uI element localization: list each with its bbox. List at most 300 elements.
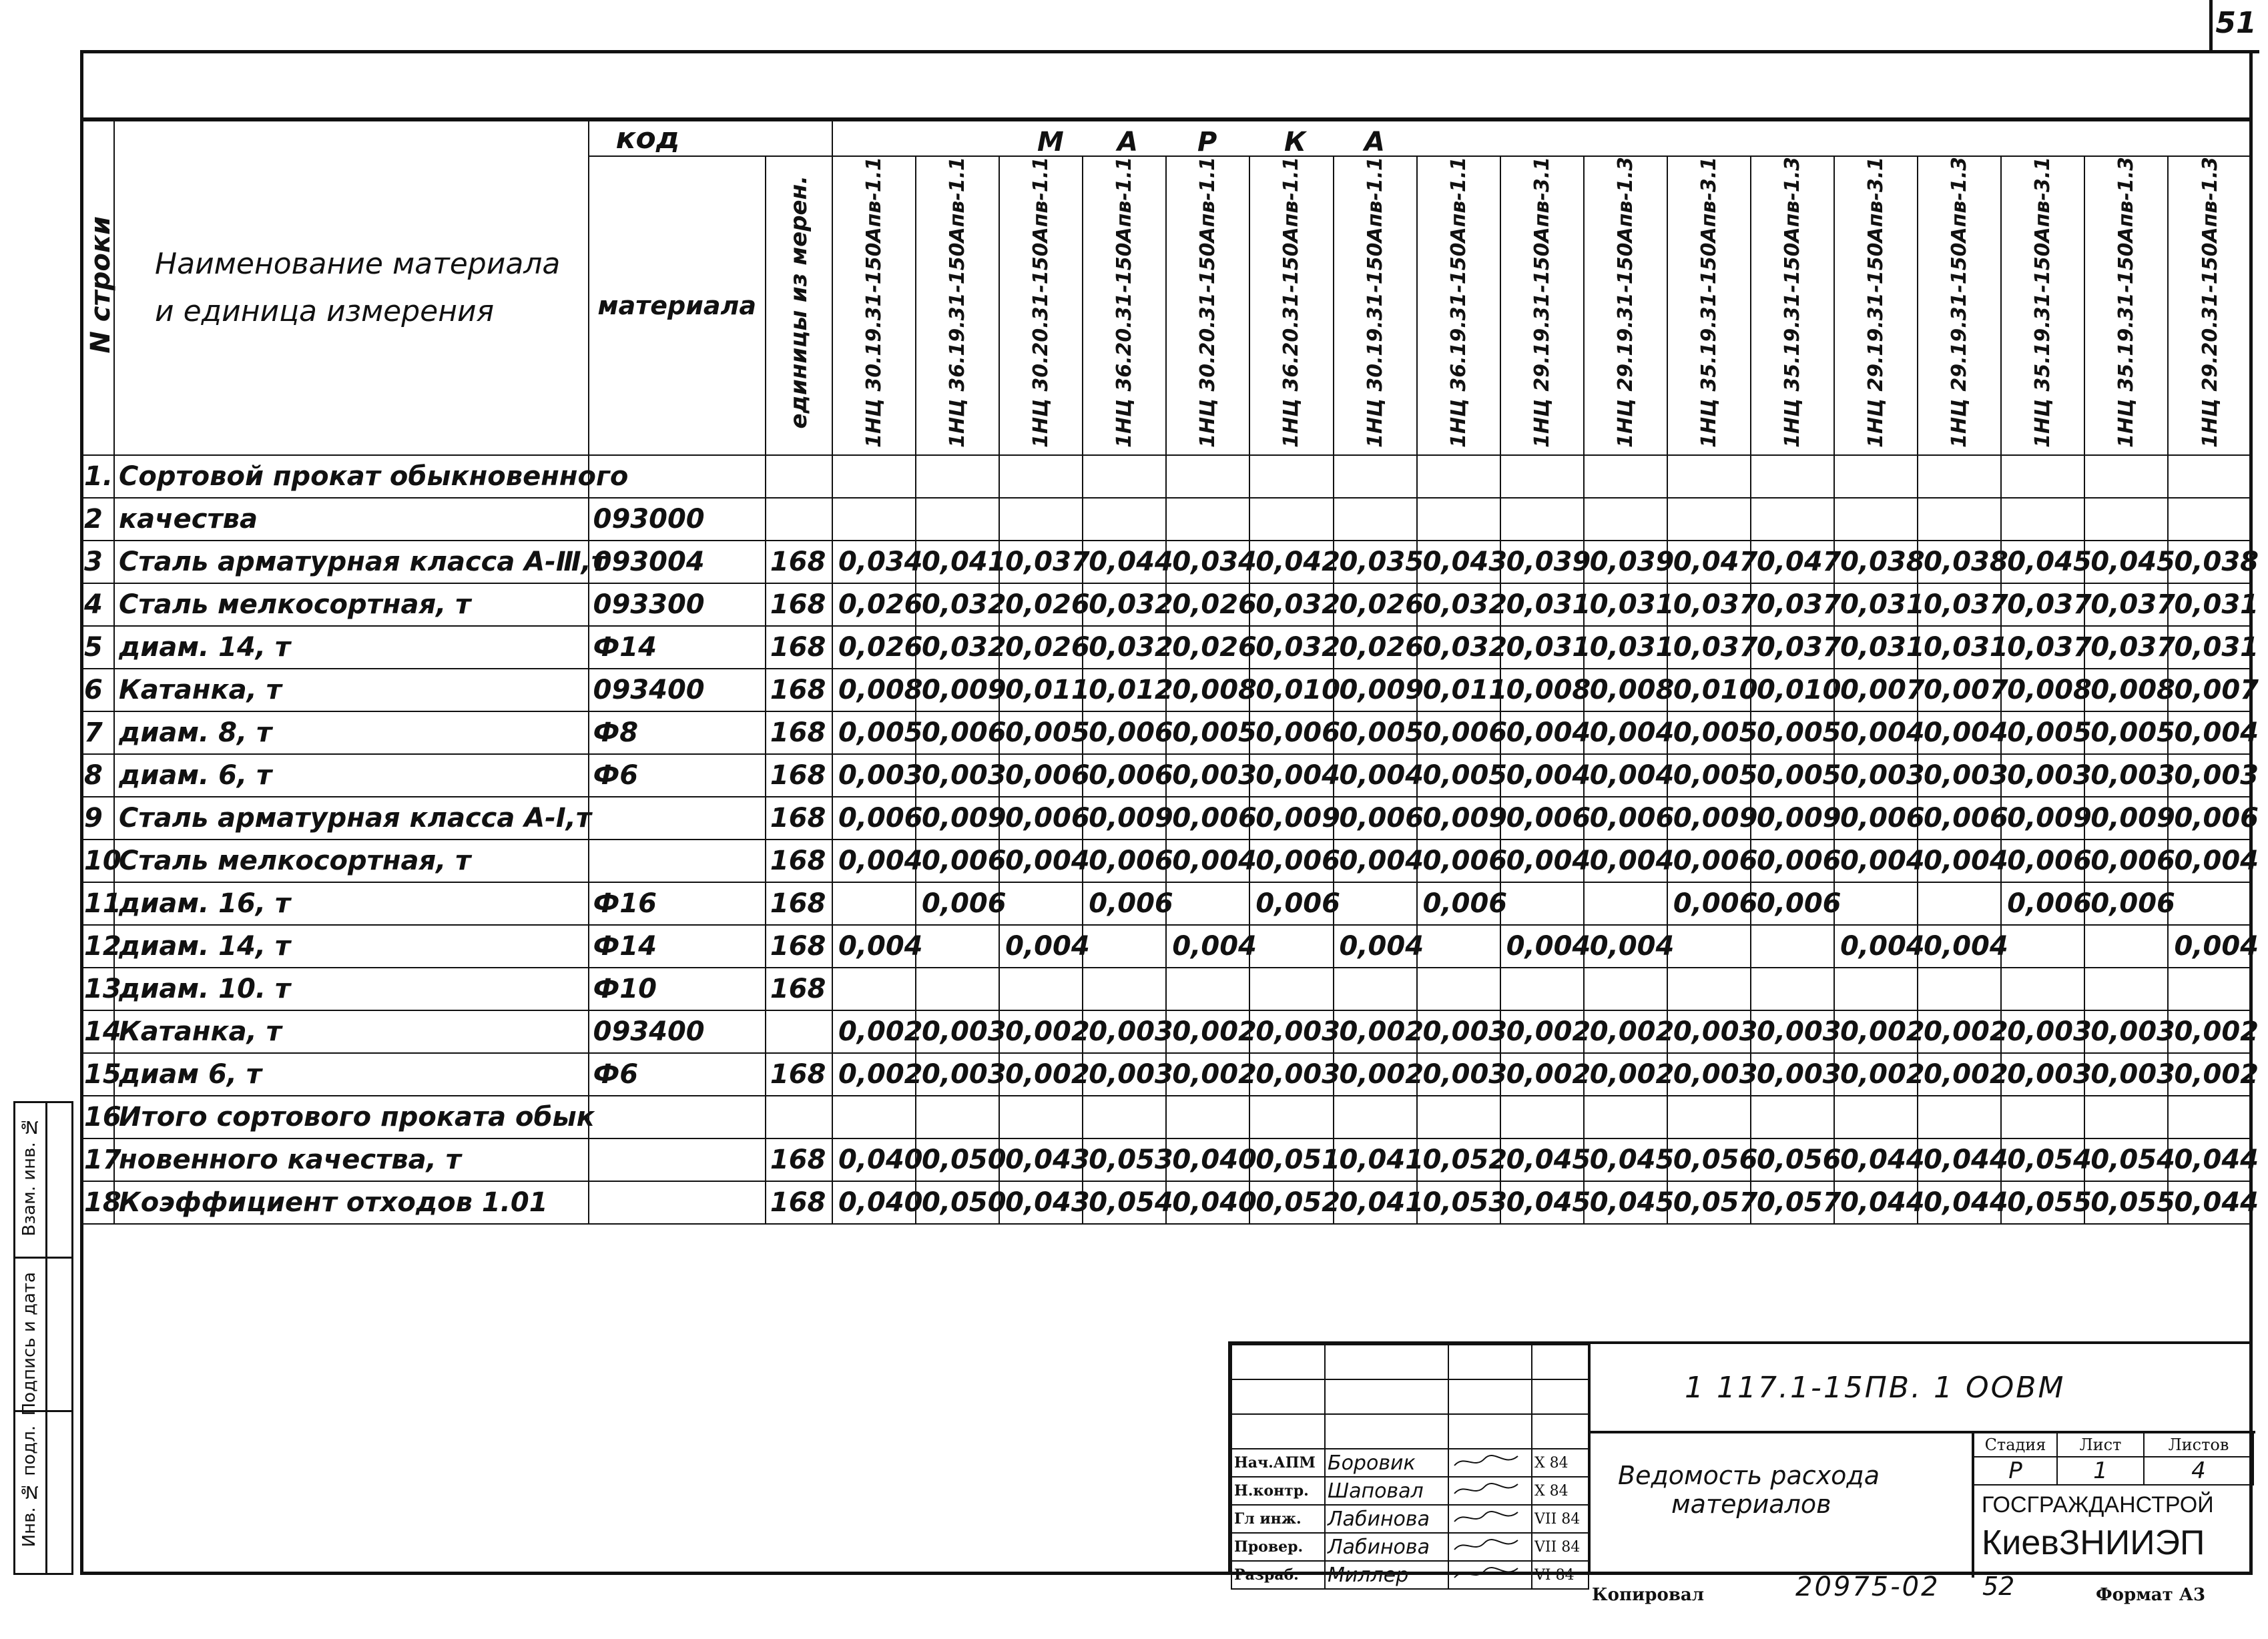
- quantity-cell: 0,037: [1751, 583, 1834, 626]
- material-code: [589, 1138, 766, 1181]
- quantity-cell: 0,026: [999, 626, 1083, 669]
- quantity-cell: [832, 882, 916, 925]
- quantity-cell: 0,004: [999, 925, 1083, 968]
- quantity-cell: 0,003: [916, 1010, 999, 1053]
- table-row: [81, 669, 2252, 711]
- side-stamp-label: Взам. инв. №: [19, 1116, 39, 1237]
- quantity-cell: [1166, 455, 1249, 498]
- unit-code: 168: [766, 840, 832, 882]
- material-name: Сталь мелкосортная, т: [114, 583, 589, 626]
- quantity-cell: [2168, 1096, 2252, 1138]
- quantity-cell: 0,002: [832, 1010, 916, 1053]
- quantity-cell: [1751, 498, 1834, 541]
- row-number-header: N строки: [81, 121, 114, 455]
- quantity-cell: 0,006: [1249, 711, 1333, 754]
- unit-code: 168: [766, 626, 832, 669]
- sheets-value: 4: [2144, 1457, 2253, 1485]
- quantity-cell: [1500, 968, 1584, 1010]
- quantity-cell: 0,045: [2001, 541, 2084, 583]
- quantity-cell: 0,045: [1500, 1181, 1584, 1224]
- material-name: Коэффициент отходов 1.01: [114, 1181, 589, 1224]
- quantity-cell: 0,031: [1584, 626, 1667, 669]
- quantity-cell: 0,005: [2084, 711, 2168, 754]
- quantity-cell: [1249, 1096, 1333, 1138]
- table-row: [81, 1138, 2252, 1181]
- table-row: [81, 498, 2252, 541]
- quantity-cell: 0,002: [1334, 1053, 1417, 1096]
- side-stamp: [13, 1101, 73, 1575]
- quantity-cell: 0,004: [1834, 840, 1918, 882]
- mark-label: 1НЦ 29.19.31-150Апв-1.3: [1948, 157, 1972, 448]
- quantity-cell: [1249, 455, 1333, 498]
- unit-code: 168: [766, 669, 832, 711]
- material-code: Ф14: [589, 925, 766, 968]
- row-number: 11: [81, 882, 114, 925]
- quantity-cell: [1834, 882, 1918, 925]
- quantity-cell: 0,004: [1166, 925, 1249, 968]
- quantity-cell: 0,006: [1334, 797, 1417, 840]
- quantity-cell: [1500, 498, 1584, 541]
- quantity-cell: 0,002: [1166, 1053, 1249, 1096]
- material-code: Ф6: [589, 754, 766, 797]
- quantity-cell: 0,007: [1834, 669, 1918, 711]
- quantity-cell: [916, 455, 999, 498]
- quantity-cell: 0,006: [1918, 797, 2001, 840]
- quantity-cell: 0,053: [1417, 1181, 1500, 1224]
- quantity-cell: 0,038: [2168, 541, 2252, 583]
- quantity-cell: 0,043: [1417, 541, 1500, 583]
- quantity-cell: [1918, 1096, 2001, 1138]
- quantity-cell: 0,004: [1334, 840, 1417, 882]
- signature-name: Боровик: [1325, 1449, 1448, 1477]
- quantity-cell: [999, 1096, 1083, 1138]
- row-number: 12: [81, 925, 114, 968]
- quantity-cell: [2084, 968, 2168, 1010]
- unit-code: 168: [766, 583, 832, 626]
- quantity-cell: 0,052: [1417, 1138, 1500, 1181]
- quantity-cell: [916, 498, 999, 541]
- quantity-cell: [1834, 455, 1918, 498]
- quantity-cell: 0,003: [2001, 754, 2084, 797]
- side-stamp-label: Подпись и дата: [19, 1272, 39, 1416]
- quantity-cell: 0,032: [916, 626, 999, 669]
- quantity-cell: 0,009: [916, 797, 999, 840]
- quantity-cell: 0,005: [2001, 711, 2084, 754]
- quantity-cell: 0,043: [999, 1138, 1083, 1181]
- quantity-cell: 0,037: [2001, 626, 2084, 669]
- quantity-cell: 0,006: [1249, 840, 1333, 882]
- signature-date: X 84: [1532, 1449, 1589, 1477]
- signature-scribble: [1451, 1479, 1524, 1499]
- quantity-cell: [1584, 1096, 1667, 1138]
- quantity-cell: 0,050: [916, 1138, 999, 1181]
- quantity-cell: 0,026: [1166, 583, 1249, 626]
- quantity-cell: 0,005: [1751, 711, 1834, 754]
- quantity-cell: [1249, 925, 1333, 968]
- quantity-cell: 0,004: [1500, 925, 1584, 968]
- material-name: диам 6, т: [114, 1053, 589, 1096]
- page-reference: 52: [1982, 1572, 2015, 1601]
- quantity-cell: 0,037: [2084, 626, 2168, 669]
- material-name: Итого сортового проката обык: [114, 1096, 589, 1138]
- material-code: [589, 1096, 766, 1138]
- quantity-cell: 0,032: [1417, 626, 1500, 669]
- quantity-cell: 0,003: [1249, 1053, 1333, 1096]
- table-row: [81, 711, 2252, 754]
- row-number: 7: [81, 711, 114, 754]
- signature-name: Лабинова: [1325, 1505, 1448, 1533]
- signature-name: Лабинова: [1325, 1533, 1448, 1561]
- quantity-cell: 0,004: [999, 840, 1083, 882]
- org-name-line2: КиевЗНИИЭП: [1982, 1524, 2205, 1562]
- doc-code: 1 117.1-15ПВ. 1 ООВМ: [1685, 1371, 2066, 1405]
- side-stamp-cell: [15, 1257, 71, 1416]
- material-code: [589, 1181, 766, 1224]
- material-name: Сталь арматурная класса А-Ⅲ,т: [114, 541, 589, 583]
- row-number: 13: [81, 968, 114, 1010]
- table-row: [81, 455, 2252, 498]
- quantity-cell: 0,047: [1667, 541, 1751, 583]
- signature-name: Шаповал: [1325, 1477, 1448, 1505]
- quantity-cell: 0,009: [2001, 797, 2084, 840]
- quantity-cell: 0,004: [1500, 711, 1584, 754]
- quantity-cell: 0,037: [1751, 626, 1834, 669]
- quantity-cell: [1166, 1096, 1249, 1138]
- mark-header-cell: [2001, 156, 2084, 455]
- quantity-cell: 0,031: [1918, 626, 2001, 669]
- quantity-cell: 0,026: [1334, 626, 1417, 669]
- material-name: новенного качества, т: [114, 1138, 589, 1181]
- quantity-cell: 0,010: [1249, 669, 1333, 711]
- quantity-cell: 0,040: [1166, 1181, 1249, 1224]
- sheet-value: 1: [2057, 1457, 2144, 1485]
- quantity-cell: 0,039: [1500, 541, 1584, 583]
- quantity-cell: 0,037: [1918, 583, 2001, 626]
- mark-header-cell: [1083, 156, 1166, 455]
- signature: [1448, 1533, 1532, 1561]
- quantity-cell: 0,040: [832, 1138, 916, 1181]
- quantity-cell: 0,044: [1918, 1138, 2001, 1181]
- quantity-cell: 0,045: [1584, 1181, 1667, 1224]
- unit-code: [766, 1096, 832, 1138]
- quantity-cell: [1751, 925, 1834, 968]
- quantity-cell: [999, 968, 1083, 1010]
- quantity-cell: 0,006: [2084, 840, 2168, 882]
- mark-label: 1НЦ 36.20.31-150Апв-1.1: [1280, 157, 1304, 448]
- quantity-cell: 0,026: [999, 583, 1083, 626]
- quantity-cell: [1083, 498, 1166, 541]
- mark-label: 1НЦ 29.20.31-150Апв-1.3: [2198, 157, 2222, 448]
- unit-code: 168: [766, 1181, 832, 1224]
- material-name: Сортовой прокат обыкновенного: [114, 455, 589, 498]
- quantity-cell: [1751, 968, 1834, 1010]
- quantity-cell: 0,003: [1249, 1010, 1333, 1053]
- quantity-cell: 0,009: [1334, 669, 1417, 711]
- quantity-cell: 0,031: [1500, 583, 1584, 626]
- stage-grid: [1973, 1432, 2254, 1486]
- quantity-cell: 0,006: [1417, 840, 1500, 882]
- mark-header-cell: [1249, 156, 1333, 455]
- quantity-cell: 0,002: [1918, 1053, 2001, 1096]
- signature-scribble: [1451, 1507, 1524, 1527]
- quantity-cell: [1083, 925, 1166, 968]
- quantity-cell: 0,010: [1667, 669, 1751, 711]
- unit-code: 168: [766, 797, 832, 840]
- signature-role: Разраб.: [1231, 1561, 1325, 1589]
- quantity-cell: 0,004: [1584, 711, 1667, 754]
- table-row: [81, 583, 2252, 626]
- quantity-cell: [2001, 968, 2084, 1010]
- mark-header-cell: [1334, 156, 1417, 455]
- quantity-cell: 0,032: [1249, 583, 1333, 626]
- quantity-cell: 0,012: [1083, 669, 1166, 711]
- quantity-cell: [1166, 498, 1249, 541]
- marka-header: [832, 121, 2252, 156]
- mark-label: 1НЦ 29.19.31-150Апв-1.3: [1613, 157, 1637, 448]
- quantity-cell: 0,006: [1166, 797, 1249, 840]
- row-number: 3: [81, 541, 114, 583]
- quantity-cell: [1751, 455, 1834, 498]
- signature-scribble: [1451, 1563, 1524, 1583]
- mark-label: 1НЦ 35.19.31-150Апв-3.1: [2031, 157, 2055, 448]
- quantity-cell: 0,032: [916, 583, 999, 626]
- quantity-cell: [2001, 455, 2084, 498]
- signature: [1448, 1449, 1532, 1477]
- mark-header-cell: [1751, 156, 1834, 455]
- mark-header-cell: [832, 156, 916, 455]
- row-number: 8: [81, 754, 114, 797]
- material-code: [589, 840, 766, 882]
- quantity-cell: 0,004: [1918, 925, 2001, 968]
- unit-code: 168: [766, 882, 832, 925]
- quantity-cell: 0,044: [2168, 1181, 2252, 1224]
- quantity-cell: [1083, 1096, 1166, 1138]
- quantity-cell: 0,004: [2168, 925, 2252, 968]
- quantity-cell: 0,004: [1500, 840, 1584, 882]
- quantity-cell: 0,009: [2084, 797, 2168, 840]
- signature-role: Гл инж.: [1231, 1505, 1325, 1533]
- quantity-cell: 0,054: [2001, 1138, 2084, 1181]
- quantity-cell: 0,002: [1834, 1053, 1918, 1096]
- signature-date: VII 84: [1532, 1533, 1589, 1561]
- signature-scribble: [1451, 1451, 1524, 1471]
- quantity-cell: 0,056: [1667, 1138, 1751, 1181]
- quantity-cell: 0,009: [1249, 797, 1333, 840]
- quantity-cell: 0,006: [2168, 797, 2252, 840]
- quantity-cell: 0,003: [1166, 754, 1249, 797]
- stage-label: Стадия: [1974, 1433, 2057, 1457]
- quantity-cell: [1500, 1096, 1584, 1138]
- quantity-cell: 0,008: [2084, 669, 2168, 711]
- quantity-cell: 0,037: [1667, 583, 1751, 626]
- quantity-cell: [1249, 498, 1333, 541]
- row-number: 2: [81, 498, 114, 541]
- quantity-cell: 0,044: [1834, 1138, 1918, 1181]
- quantity-cell: 0,006: [999, 797, 1083, 840]
- quantity-cell: 0,006: [1083, 754, 1166, 797]
- quantity-cell: [1083, 455, 1166, 498]
- page-number: 51: [2209, 0, 2259, 53]
- quantity-cell: 0,037: [2084, 583, 2168, 626]
- quantity-cell: 0,008: [832, 669, 916, 711]
- quantity-cell: [916, 1096, 999, 1138]
- quantity-cell: 0,004: [832, 925, 916, 968]
- unit-code: 168: [766, 541, 832, 583]
- quantity-cell: 0,040: [1166, 1138, 1249, 1181]
- material-name: Сталь мелкосортная, т: [114, 840, 589, 882]
- signature-date: X 84: [1532, 1477, 1589, 1505]
- quantity-cell: 0,045: [1584, 1138, 1667, 1181]
- quantity-cell: 0,043: [999, 1181, 1083, 1224]
- material-name: диам. 16, т: [114, 882, 589, 925]
- quantity-cell: 0,034: [832, 541, 916, 583]
- quantity-cell: 0,006: [1083, 711, 1166, 754]
- materials-table: [80, 120, 2259, 1225]
- quantity-cell: 0,003: [1751, 1010, 1834, 1053]
- signature-row: [1231, 1449, 1589, 1477]
- mark-header-cell: [1166, 156, 1249, 455]
- material-code: Ф16: [589, 882, 766, 925]
- quantity-cell: [2001, 925, 2084, 968]
- name-header: Наименование материала и единица измерения: [114, 121, 589, 455]
- quantity-cell: 0,009: [1417, 797, 1500, 840]
- quantity-cell: [1417, 968, 1500, 1010]
- material-name: диам. 14, т: [114, 626, 589, 669]
- quantity-cell: 0,002: [2168, 1053, 2252, 1096]
- quantity-cell: 0,011: [999, 669, 1083, 711]
- quantity-cell: [1249, 968, 1333, 1010]
- quantity-cell: 0,004: [1834, 925, 1918, 968]
- signature: [1448, 1505, 1532, 1533]
- quantity-cell: [1584, 882, 1667, 925]
- quantity-cell: 0,032: [1417, 583, 1500, 626]
- unit-code: [766, 1010, 832, 1053]
- quantity-cell: 0,031: [1584, 583, 1667, 626]
- material-code: 093400: [589, 669, 766, 711]
- side-stamp-cell: [15, 1103, 71, 1257]
- quantity-cell: 0,002: [1334, 1010, 1417, 1053]
- quantity-cell: 0,004: [1166, 840, 1249, 882]
- quantity-cell: 0,003: [1417, 1053, 1500, 1096]
- quantity-cell: 0,005: [1751, 754, 1834, 797]
- row-number: 5: [81, 626, 114, 669]
- unit-code: [766, 498, 832, 541]
- quantity-cell: 0,006: [1249, 882, 1333, 925]
- marka-letter: А: [1364, 126, 1388, 157]
- signature-scribble: [1451, 1535, 1524, 1555]
- quantity-cell: 0,005: [1667, 754, 1751, 797]
- quantity-cell: 0,003: [1751, 1053, 1834, 1096]
- quantity-cell: 0,006: [2001, 882, 2084, 925]
- quantity-cell: 0,003: [1918, 754, 2001, 797]
- quantity-cell: [1918, 455, 2001, 498]
- signature-row: [1231, 1561, 1589, 1589]
- kod-unit-header: единицы из мерен.: [766, 156, 832, 455]
- signature-row: [1231, 1533, 1589, 1561]
- quantity-cell: [832, 1096, 916, 1138]
- quantity-cell: 0,011: [1417, 669, 1500, 711]
- row-number: 4: [81, 583, 114, 626]
- sheet-label: Лист: [2057, 1433, 2144, 1457]
- quantity-cell: [1417, 455, 1500, 498]
- mark-label: 1НЦ 30.20.31-150Апв-1.1: [1196, 157, 1220, 448]
- quantity-cell: 0,006: [1417, 882, 1500, 925]
- material-code: Ф8: [589, 711, 766, 754]
- material-code: 093300: [589, 583, 766, 626]
- row-number: 17: [81, 1138, 114, 1181]
- mark-label: 1НЦ 30.19.31-150Апв-1.1: [862, 157, 886, 448]
- quantity-cell: 0,039: [1584, 541, 1667, 583]
- quantity-cell: 0,041: [916, 541, 999, 583]
- quantity-cell: [2168, 968, 2252, 1010]
- quantity-cell: 0,009: [1083, 797, 1166, 840]
- quantity-cell: 0,026: [832, 583, 916, 626]
- quantity-cell: 0,031: [2168, 583, 2252, 626]
- quantity-cell: 0,052: [1249, 1181, 1333, 1224]
- quantity-cell: 0,002: [999, 1053, 1083, 1096]
- mark-label: 1НЦ 29.19.31-150Апв-3.1: [1864, 157, 1888, 448]
- signature-row: [1231, 1477, 1589, 1505]
- quantity-cell: 0,006: [1834, 797, 1918, 840]
- quantity-cell: [2001, 1096, 2084, 1138]
- quantity-cell: 0,003: [2168, 754, 2252, 797]
- quantity-cell: 0,002: [1918, 1010, 2001, 1053]
- quantity-cell: [1334, 498, 1417, 541]
- row-number: 9: [81, 797, 114, 840]
- quantity-cell: 0,026: [832, 626, 916, 669]
- quantity-cell: [2168, 455, 2252, 498]
- mark-header-cell: [1417, 156, 1500, 455]
- quantity-cell: [1834, 498, 1918, 541]
- stage-value: Р: [1974, 1457, 2057, 1485]
- table-row: [81, 1181, 2252, 1224]
- quantity-cell: 0,003: [2084, 1053, 2168, 1096]
- quantity-cell: 0,004: [832, 840, 916, 882]
- quantity-cell: 0,055: [2001, 1181, 2084, 1224]
- quantity-cell: [999, 498, 1083, 541]
- quantity-cell: 0,002: [2168, 1010, 2252, 1053]
- quantity-cell: 0,004: [1584, 840, 1667, 882]
- quantity-cell: 0,034: [1166, 541, 1249, 583]
- quantity-cell: 0,003: [2001, 1053, 2084, 1096]
- quantity-cell: 0,006: [1584, 797, 1667, 840]
- material-code: 093400: [589, 1010, 766, 1053]
- quantity-cell: 0,008: [2001, 669, 2084, 711]
- quantity-cell: 0,003: [916, 754, 999, 797]
- material-name: диам. 8, т: [114, 711, 589, 754]
- quantity-cell: [999, 882, 1083, 925]
- table-row: [81, 754, 2252, 797]
- quantity-cell: [2084, 1096, 2168, 1138]
- table-row: [81, 626, 2252, 669]
- quantity-cell: 0,044: [1918, 1181, 2001, 1224]
- signature-role: Н.контр.: [1231, 1477, 1325, 1505]
- quantity-cell: [1083, 968, 1166, 1010]
- quantity-cell: 0,003: [1667, 1010, 1751, 1053]
- quantity-cell: 0,004: [1584, 754, 1667, 797]
- quantity-cell: 0,003: [2084, 754, 2168, 797]
- signature: [1448, 1477, 1532, 1505]
- quantity-cell: 0,047: [1751, 541, 1834, 583]
- mark-header-cell: [1500, 156, 1584, 455]
- quantity-cell: 0,005: [1334, 711, 1417, 754]
- row-number: 15: [81, 1053, 114, 1096]
- quantity-cell: 0,037: [999, 541, 1083, 583]
- quantity-cell: 0,006: [1083, 882, 1166, 925]
- table-row: [81, 541, 2252, 583]
- material-name: диам. 10. т: [114, 968, 589, 1010]
- quantity-cell: 0,004: [1500, 754, 1584, 797]
